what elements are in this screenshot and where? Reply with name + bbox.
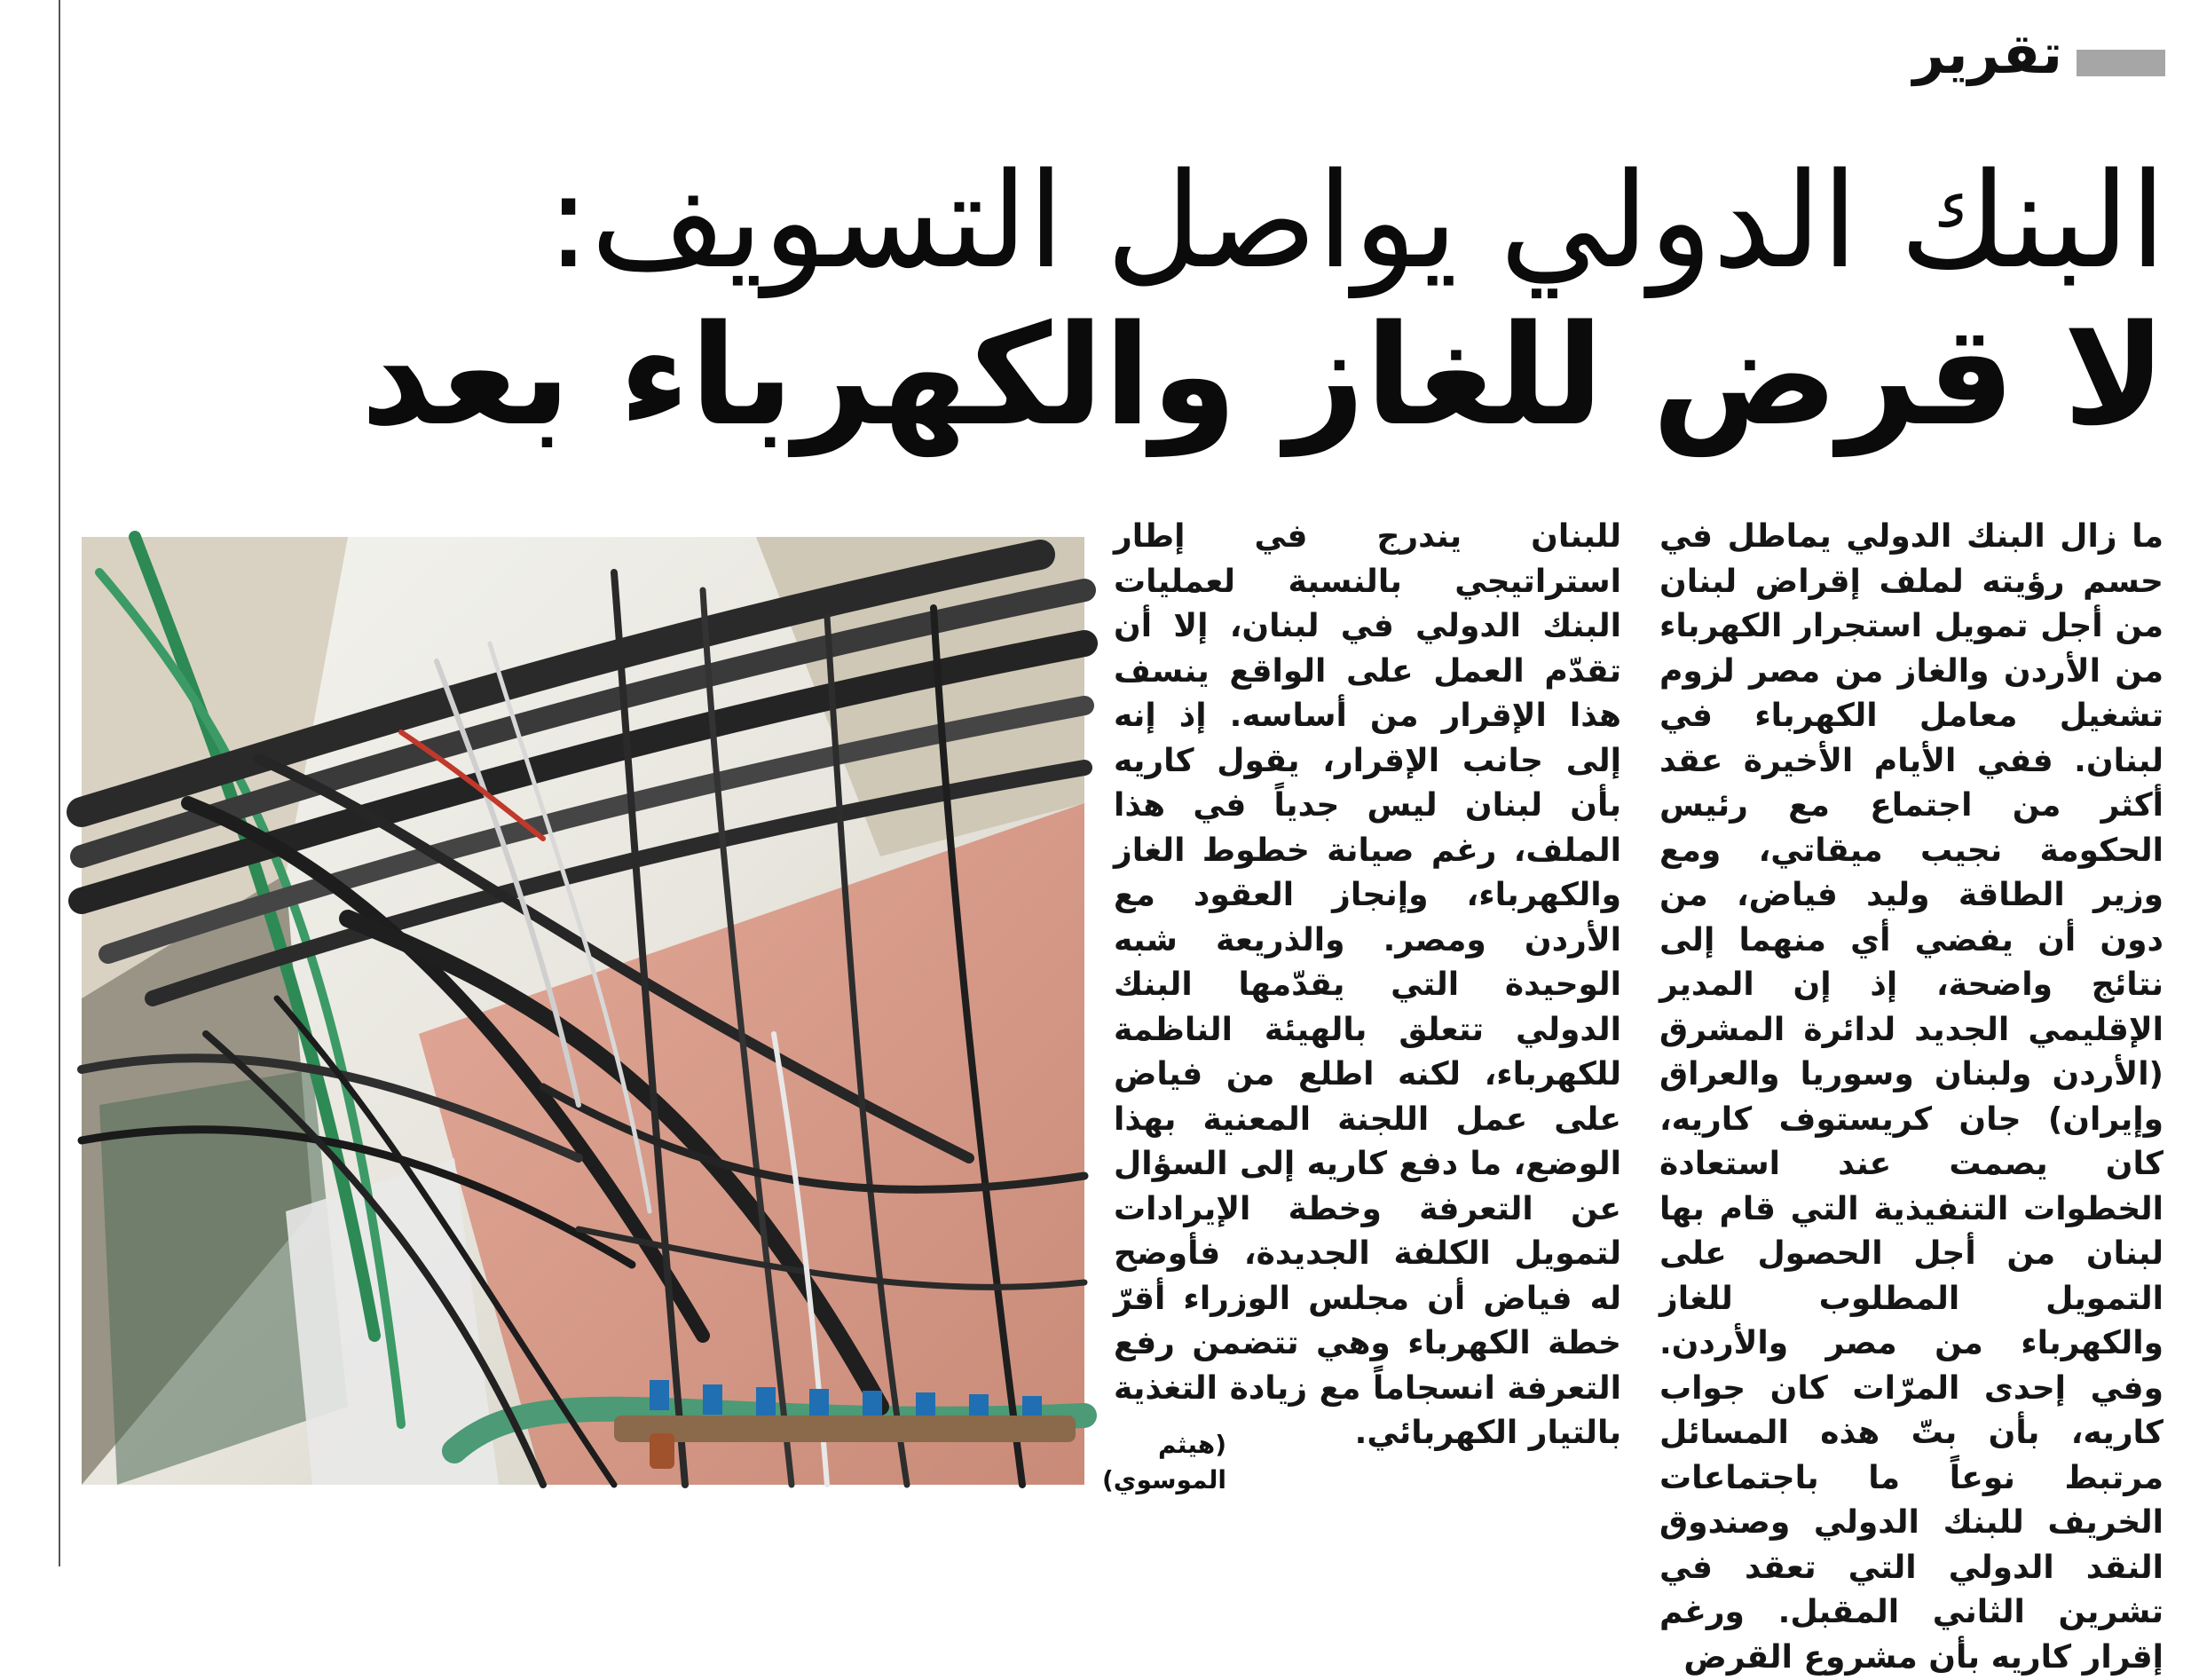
photo-credit — [1093, 1427, 1226, 1498]
headline-line-2: لا قرض للغاز والكهرباء بعد — [360, 295, 2166, 456]
section-marker-bar — [2077, 50, 2165, 76]
article-paragraph: ما زال البنك الدولي يماطل في حسم رؤيته لملف إقراض لبنان من أجل تمويل استجرار الكهرباء من الأردن والغاز من مصر لزوم تشغيل معامل الكهرباء في لبنان. ففي الأيام الأخيرة عقد أكثر من اجتماع مع رئيس الحكومة نجيب ميقاتي، ومع وزير الطاقة وليد فياض، من دون أن يفضي أي منهما إلى نتائج واضحة، إذ إن المدير الإقليمي الجديد لدائرة المشرق (الأردن ولبنان وسوريا والعراق وإيران) جان كريستوف كاريه، كان يصمت عند استعادة الخطوات التنفيذية التي قام بها لبنان من أجل الحصول على التمويل المطلوب للغاز والكهرباء من مصر والأردن. وفي إحدى المرّات كان جواب كاريه، بأن بتّ هذه المسائل مرتبط نوعاً ما باجتماعات الخريف للبنك الدولي وصندوق النقد الدولي التي تعقد في تشرين الثاني المقبل. ورغم إقرار كاريه بأن مشروع القرض — [1659, 518, 2163, 1676]
article-photo-tangled-cables — [82, 537, 1084, 1485]
article-column-right — [1659, 515, 2163, 1676]
headline-line-1: البنك الدولي يواصل التسويف: — [546, 145, 2166, 297]
photo-credit-line-1: (هيثم — [1157, 1430, 1226, 1459]
photo-credit-line-2: الموسوي) — [1102, 1465, 1226, 1495]
photo-illustration — [82, 537, 1084, 1485]
section-label: تقرير — [1912, 21, 2062, 86]
page-margin-rule — [59, 0, 60, 1566]
article-paragraph: للبنان يندرج في إطار استراتيجي بالنسبة لعمليات البنك الدولي في لبنان، إلا أن تقدّم العمل على الواقع ينسف هذا الإقرار من أساسه. إذ إنه إلى جانب الإقرار، يقول كاريه بأن لبنان ليس جدياً في هذا الملف، رغم صيانة خطوط الغاز والكهرباء، وإنجاز العقود مع الأردن ومصر. والذريعة شبه الوحيدة التي يقدّمها البنك الدولي تتعلق بالهيئة الناظمة للكهرباء، لكنه اطلع من فياض على عمل اللجنة المعنية بهذا الوضع، ما دفع كاريه إلى السؤال عن التعرفة وخطة الإيرادات لتمويل الكلفة الجديدة، فأوضح له فياض أن مجلس الوزراء أقرّ خطة الكهرباء وهي تتضمن رفع التعرفة انسجاماً مع زيادة التغذية بالتيار الكهربائي. — [1114, 518, 1621, 1451]
